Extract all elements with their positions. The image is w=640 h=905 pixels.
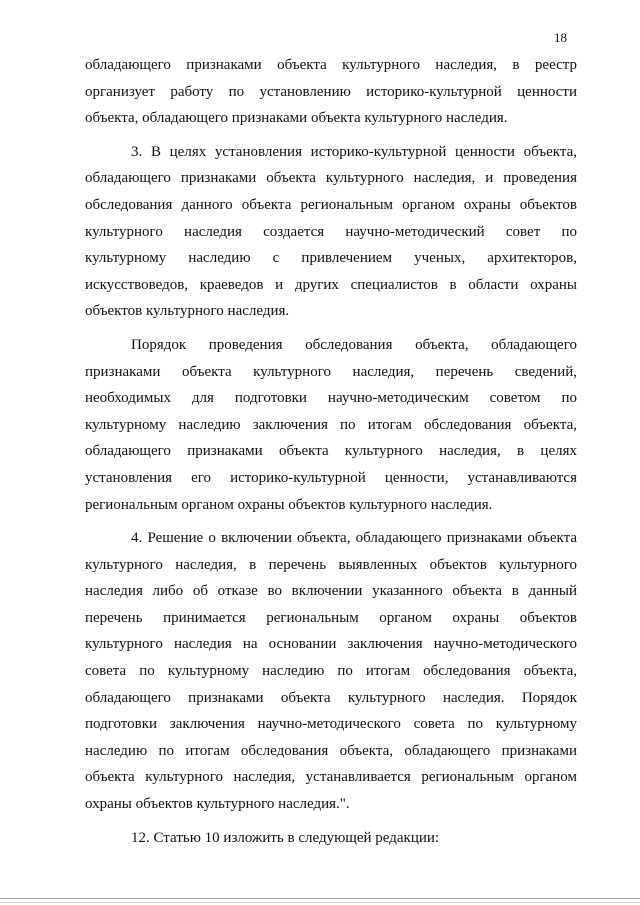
text-line: объектов культурного наследия.: [85, 303, 290, 320]
text-line: культурного наследия создается научно-методический совет по: [85, 223, 577, 240]
text-line: организует работу по установлению историко-культурной ценности: [85, 83, 577, 100]
text-line: обладающего признаками объекта культурного наследия, и проведения: [85, 170, 577, 187]
text-line: подготовки заключения научно-методического совета по культурному: [85, 716, 577, 733]
text-line: объекта, обладающего признаками объекта культурного наследия.: [85, 110, 508, 127]
text-line: обследования данного объекта региональным органом охраны объектов: [85, 196, 577, 213]
text-line: обладающего признаками объекта культурного наследия, в реестр: [85, 57, 577, 73]
text-line: 4. Решение о включении объекта, обладающего признаками объекта: [131, 530, 577, 547]
text-line: культурному наследию с привлечением ученых, архитекторов,: [85, 250, 577, 267]
text-line: искусствоведов, краеведов и других специалистов в области охраны: [85, 276, 577, 293]
text-line: признаками объекта культурного наследия, перечень сведений,: [85, 363, 577, 380]
text-line: совета по культурному наследию по итогам обследования объекта,: [85, 663, 577, 680]
text-line: региональным органом охраны объектов культурного наследия.: [85, 496, 493, 513]
text-line: охраны объектов культурного наследия.".: [85, 796, 350, 813]
text-line: обладающего признаками объекта культурного наследия. Порядок: [85, 689, 577, 706]
text-line: перечень принимается региональным органом охраны объектов: [85, 609, 577, 626]
text-line: обладающего признаками объекта культурного наследия, в целях: [85, 443, 577, 460]
text-line: наследия либо об отказе во включении указанного объекта в данный: [85, 583, 577, 600]
text-line: установления его историко-культурной ценности, устанавливаются: [85, 469, 577, 486]
text-line: культурному наследию заключения по итогам обследования объекта,: [85, 416, 577, 433]
text-line: необходимых для подготовки научно-методическим советом по: [85, 390, 577, 407]
text-line: объекта культурного наследия, устанавливается региональным органом: [85, 769, 577, 786]
document-body: [85, 52, 577, 851]
page-bottom-edge: [0, 898, 640, 903]
text-line: наследию по итогам обследования объекта, обладающего признаками: [85, 742, 577, 759]
text-line: 12. Статью 10 изложить в следующей редакции:: [131, 829, 440, 846]
text-line: 3. В целях установления историко-культурной ценности объекта,: [131, 143, 577, 160]
text-line: культурного наследия, в перечень выявленных объектов культурного: [85, 556, 577, 573]
text-line: культурного наследия на основании заключения научно-методического: [85, 636, 577, 653]
text-line: Порядок проведения обследования объекта, обладающего: [131, 336, 577, 353]
page-number: 18: [554, 30, 567, 45]
